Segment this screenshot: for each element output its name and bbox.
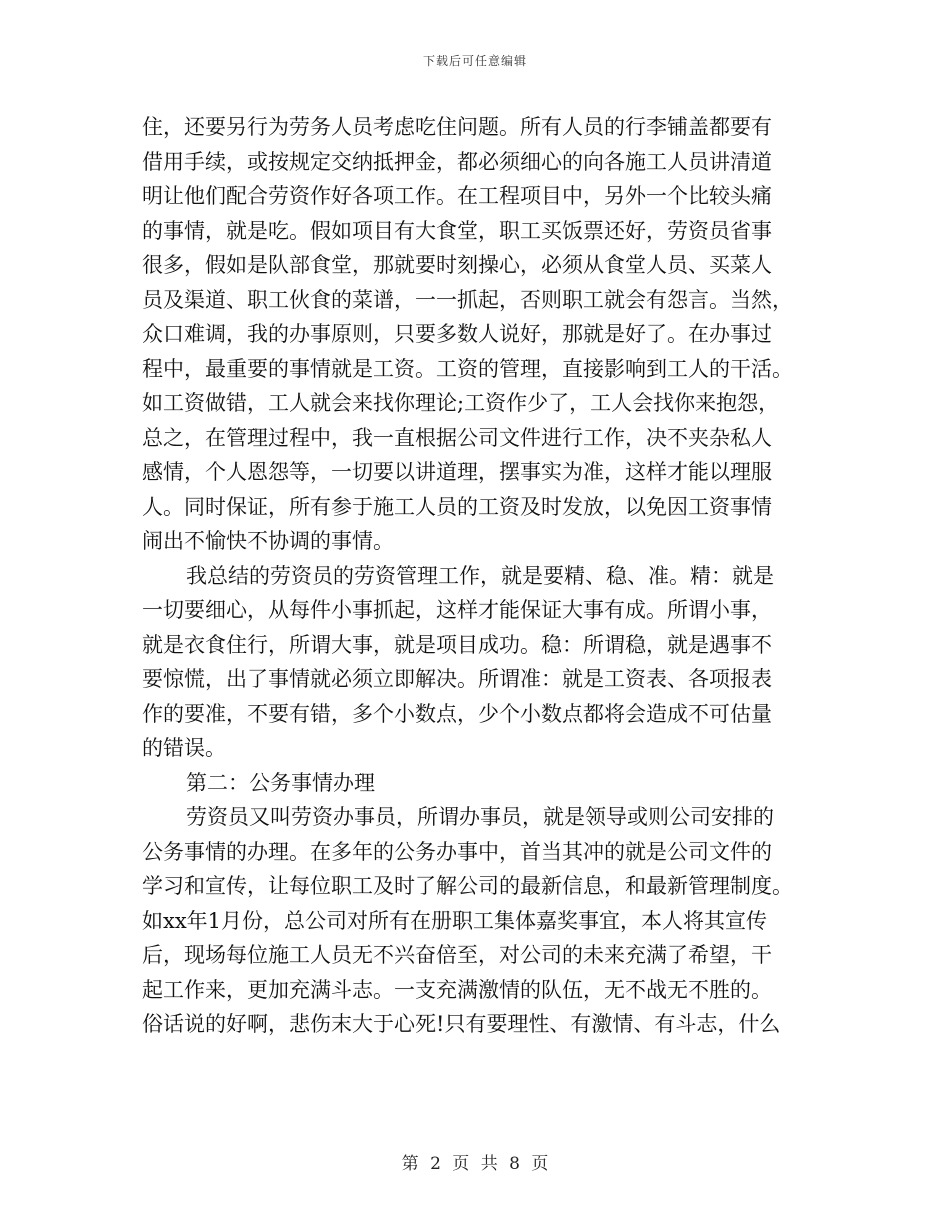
- text-line: 后，现场每位施工人员无不兴奋倍至，对公司的未来充满了希望，干: [142, 943, 772, 967]
- text-line: 程中，最重要的事情就是工资。工资的管理，直接影响到工人的干活。: [142, 356, 793, 381]
- text-line: 借用手续，或按规定交纳抵押金，都必须细心的向各施工人员讲清道: [142, 149, 772, 174]
- text-line: 学习和宣传，让每位职工及时了解公司的最新信息，和最新管理制度。: [142, 874, 793, 898]
- section-heading: 第二：公务事情办理: [186, 770, 375, 795]
- text-line: 人。同时保证，所有参于施工人员的工资及时发放，以免因工资事情: [142, 494, 772, 519]
- text-line: 员及渠道、职工伙食的菜谱，一一抓起，否则职工就会有怨言。当然，: [142, 287, 793, 312]
- text-line: 俗话说的好啊，悲伤末大于心死!只有要理性、有激情、有斗志，什么: [142, 1012, 781, 1036]
- text-line: 如xx年1月份，总公司对所有在册职工集体嘉奖事宜，本人将其宣传: [142, 908, 768, 933]
- text-line: 如工资做错，工人就会来找你理论;工资作少了，工人会找你来抱怨，: [142, 391, 780, 415]
- text-line: 感情，个人恩怨等，一切要以讲道理，摆事实为准，这样才能以理服: [142, 460, 772, 484]
- text-line: 众口难调，我的办事原则，只要多数人说好，那就是好了。在办事过: [142, 322, 772, 346]
- page-number: 第 2 页 共 8 页: [401, 1154, 549, 1174]
- text-line: 公务事情的办理。在多年的公务办事中，首当其冲的就是公司文件的: [142, 839, 772, 864]
- text-line: 起工作来，更加充满斗志。一支充满激情的队伍，无不战无不胜的。: [142, 977, 772, 1002]
- text-line: 的错误。: [142, 736, 226, 760]
- text-line: 总之，在管理过程中，我一直根据公司文件进行工作，决不夹杂私人: [142, 425, 772, 450]
- page-header: 下载后可任意编辑: [422, 54, 527, 68]
- body-text: [142, 110, 812, 1042]
- paragraph-first-line: 劳资员又叫劳资办事员，所谓办事员，就是领导或则公司安排的: [186, 805, 774, 829]
- text-line: 很多，假如是队部食堂，那就要时刻操心，必须从食堂人员、买菜人: [142, 253, 772, 277]
- text-line: 闹出不愉快不协调的事情。: [142, 529, 394, 553]
- text-line: 明让他们配合劳资作好各项工作。在工程项目中，另外一个比较头痛: [142, 184, 772, 208]
- text-line: 就是衣食住行，所谓大事，就是项目成功。稳：所谓稳，就是遇事不: [142, 632, 772, 657]
- text-line: 的事情，就是吃。假如项目有大食堂，职工买饭票还好，劳资员省事: [142, 218, 772, 243]
- text-line: 一切要细心，从每件小事抓起，这样才能保证大事有成。所谓小事，: [142, 598, 772, 622]
- text-line: 作的要准，不要有错，多个小数点，少个小数点都将会造成不可估量: [142, 701, 772, 726]
- text-line: 住，还要另行为劳务人员考虑吃住问题。所有人员的行李铺盖都要有: [142, 115, 772, 139]
- paragraph-first-line: 我总结的劳资员的劳资管理工作，就是要精、稳、准。精：就是: [186, 563, 774, 588]
- text-line: 要惊慌，出了事情就必须立即解决。所谓准：就是工资表、各项报表: [142, 667, 772, 691]
